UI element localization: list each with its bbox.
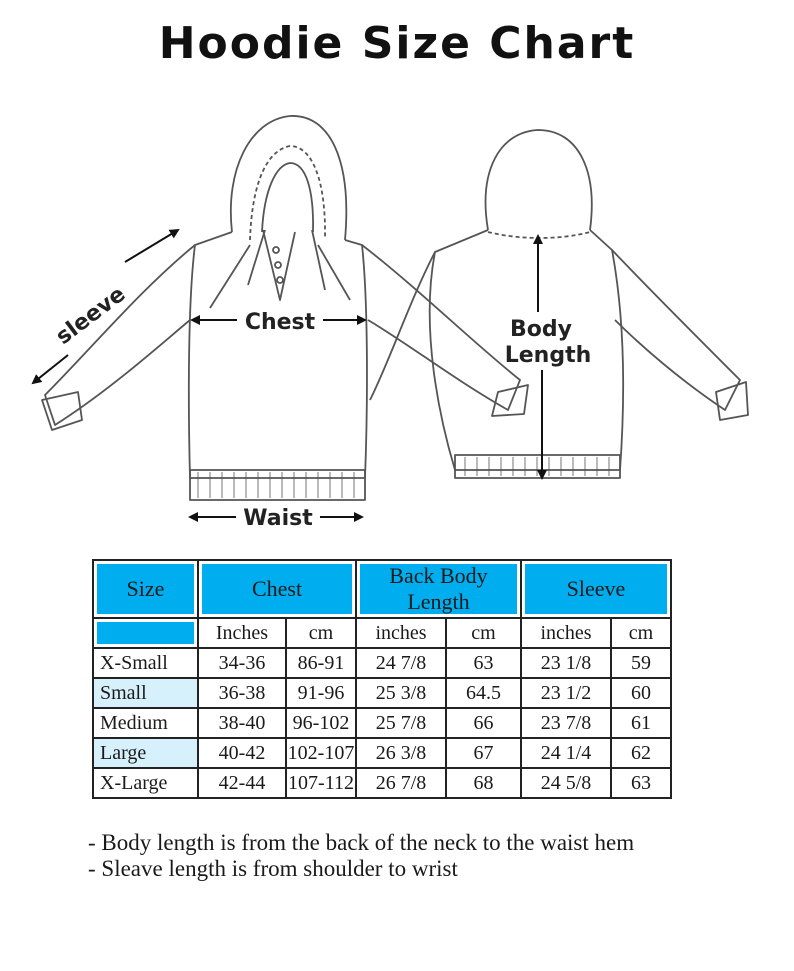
page-title: Hoodie Size Chart bbox=[158, 18, 636, 69]
length-in: 25 3/8 bbox=[356, 678, 446, 708]
sleeve-cm: 59 bbox=[611, 648, 671, 678]
body-length-label-line1: Body bbox=[510, 317, 572, 342]
table-row bbox=[93, 708, 671, 738]
body-length-label-line2: Length bbox=[504, 343, 592, 368]
length-cm: 68 bbox=[446, 768, 521, 798]
unit-cell: cm bbox=[446, 618, 521, 648]
size-table bbox=[92, 559, 672, 799]
table-header-row bbox=[93, 560, 671, 618]
length-in: 25 7/8 bbox=[356, 708, 446, 738]
unit-cell: Inches bbox=[198, 618, 286, 648]
chest-in: 36-38 bbox=[198, 678, 286, 708]
length-in: 24 7/8 bbox=[356, 648, 446, 678]
sleeve-cm: 63 bbox=[611, 768, 671, 798]
length-in: 26 3/8 bbox=[356, 738, 446, 768]
waist-label: Waist bbox=[243, 506, 313, 531]
table-row bbox=[93, 648, 671, 678]
chest-in: 40-42 bbox=[198, 738, 286, 768]
chest-in: 38-40 bbox=[198, 708, 286, 738]
sleeve-in: 24 1/4 bbox=[521, 738, 611, 768]
size-name: Large bbox=[93, 738, 198, 768]
table-row bbox=[93, 738, 671, 768]
size-name: Small bbox=[93, 678, 198, 708]
unit-cell: inches bbox=[521, 618, 611, 648]
header-back-body-length bbox=[356, 560, 521, 618]
size-name: X-Large bbox=[93, 768, 198, 798]
length-cm: 66 bbox=[446, 708, 521, 738]
length-cm: 64.5 bbox=[446, 678, 521, 708]
chest-cm: 102-107 bbox=[286, 738, 356, 768]
units-row bbox=[93, 618, 671, 648]
header-size: Size bbox=[93, 560, 198, 618]
table-row bbox=[93, 678, 671, 708]
sleeve-label: sleeve bbox=[51, 281, 131, 350]
back-hoodie bbox=[370, 130, 748, 478]
header-back-line1: Back Body bbox=[389, 563, 488, 588]
units-blank-cell bbox=[93, 618, 198, 648]
size-name: X-Small bbox=[93, 648, 198, 678]
sleeve-in: 23 1/8 bbox=[521, 648, 611, 678]
notes bbox=[88, 830, 634, 882]
chest-cm: 96-102 bbox=[286, 708, 356, 738]
sleeve-cm: 61 bbox=[611, 708, 671, 738]
chest-in: 42-44 bbox=[198, 768, 286, 798]
length-cm: 63 bbox=[446, 648, 521, 678]
chest-cm: 107-112 bbox=[286, 768, 356, 798]
sleeve-in: 24 5/8 bbox=[521, 768, 611, 798]
unit-cell: inches bbox=[356, 618, 446, 648]
length-cm: 67 bbox=[446, 738, 521, 768]
sleeve-in: 23 1/2 bbox=[521, 678, 611, 708]
header-sleeve: Sleeve bbox=[521, 560, 671, 618]
sleeve-in: 23 7/8 bbox=[521, 708, 611, 738]
length-in: 26 7/8 bbox=[356, 768, 446, 798]
table-row bbox=[93, 768, 671, 798]
chest-label: Chest bbox=[244, 310, 316, 335]
unit-cell: cm bbox=[286, 618, 356, 648]
sleeve-cm: 62 bbox=[611, 738, 671, 768]
size-name: Medium bbox=[93, 708, 198, 738]
header-back-line2: Length bbox=[407, 589, 470, 614]
note-sleeve-length: - Sleave length is from shoulder to wrist bbox=[88, 856, 458, 881]
chest-cm: 91-96 bbox=[286, 678, 356, 708]
measure-arrows bbox=[33, 230, 542, 517]
sleeve-cm: 60 bbox=[611, 678, 671, 708]
note-body-length: - Body length is from the back of the neck to the waist hem bbox=[88, 830, 635, 855]
chest-cm: 86-91 bbox=[286, 648, 356, 678]
header-chest: Chest bbox=[198, 560, 356, 618]
chest-in: 34-36 bbox=[198, 648, 286, 678]
unit-cell: cm bbox=[611, 618, 671, 648]
